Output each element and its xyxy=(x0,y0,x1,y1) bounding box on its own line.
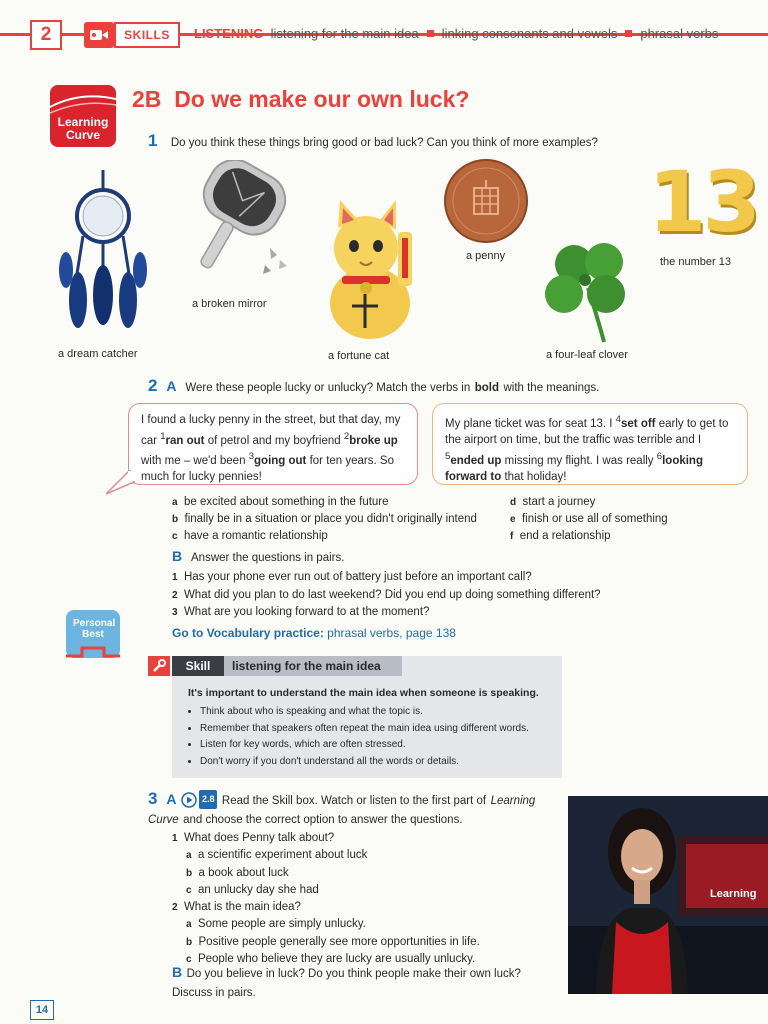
skill-tab: Skill xyxy=(172,656,224,676)
question-text: What is the main idea? xyxy=(183,901,301,914)
caption-penny: a penny xyxy=(466,250,506,262)
photo-screen-label: Learning xyxy=(710,888,757,900)
meaning-item xyxy=(172,511,477,528)
play-icon xyxy=(181,792,197,808)
option-item[interactable] xyxy=(172,865,480,882)
four-leaf-clover-image xyxy=(538,238,636,344)
instruction-bold: bold xyxy=(474,382,499,394)
meaning-letter: c xyxy=(172,531,178,542)
lesson-code: 2B xyxy=(132,86,162,112)
instruction-italic: Learning Curve xyxy=(148,795,536,826)
bubble-text: missing my flight. I was really xyxy=(504,454,654,467)
dream-catcher-image xyxy=(58,170,158,345)
question-text: Has your phone ever run out of battery just before an important call? xyxy=(183,571,532,583)
skill-intro: It's important to understand the main idea when someone is speaking. xyxy=(188,687,539,699)
topic-item: linking consonants and vowels xyxy=(441,26,618,41)
meaning-letter: b xyxy=(172,514,179,525)
caption-fortune-cat: a fortune cat xyxy=(328,350,390,362)
meaning-letter: e xyxy=(510,514,516,525)
question-item xyxy=(172,899,480,916)
speech-bubble-left xyxy=(128,403,418,485)
exercise-number: 3 xyxy=(148,789,158,808)
ref-number: 1 xyxy=(160,430,166,442)
part-letter: A xyxy=(166,791,177,807)
phrasal-verb: set off xyxy=(621,417,656,430)
option-item[interactable] xyxy=(172,934,480,951)
exercise-number: 2 xyxy=(148,376,158,395)
caption-broken-mirror: a broken mirror xyxy=(192,298,267,310)
ref-number: 3 xyxy=(248,450,255,462)
vocab-practice-link[interactable] xyxy=(172,626,456,640)
meaning-text: have a romantic relationship xyxy=(183,530,328,542)
bubble-text: I found a lucky penny in the street, but that day, my car xyxy=(141,414,401,447)
meaning-item xyxy=(172,494,477,511)
option-letter: b xyxy=(186,867,193,879)
option-text: a book about luck xyxy=(198,866,289,879)
lesson-title: Do we make our own luck? xyxy=(174,86,470,112)
phrasal-verb: going out xyxy=(254,454,307,467)
meaning-text: finally be in a situation or place you didn't originally intend xyxy=(184,513,477,525)
meaning-text: start a journey xyxy=(522,496,596,508)
fortune-cat-image xyxy=(322,198,422,343)
personal-best-badge xyxy=(66,610,120,658)
broken-mirror-image xyxy=(185,160,295,290)
option-text: People who believe they are lucky are usually unlucky. xyxy=(197,953,476,966)
option-text: Positive people generally see more opportunities in life. xyxy=(198,935,480,948)
meaning-letter: f xyxy=(510,531,514,542)
question-text: What are you looking forward to at the moment? xyxy=(183,606,430,618)
topic-item: listening for the main idea xyxy=(270,26,419,41)
phrasal-verb: ended up xyxy=(450,454,502,467)
exercise-2b-instruction xyxy=(172,548,344,566)
header-topics xyxy=(194,26,718,41)
meanings-right xyxy=(510,494,668,545)
instruction-text: Do you believe in luck? Do you think people make their own luck? Discuss in pairs. xyxy=(172,968,521,999)
link-text: phrasal verbs, page 138 xyxy=(327,626,456,640)
number-13-image: 13 xyxy=(648,153,757,251)
option-letter: a xyxy=(186,850,192,862)
penny-image xyxy=(443,158,529,244)
question-number: 2 xyxy=(172,902,178,914)
skill-bullet: • Don't worry if you don't understand all the words or details. xyxy=(200,754,529,771)
question-text: What did you plan to do last weekend? Did you end up doing something different? xyxy=(183,588,601,601)
instruction-text: Were these people lucky or unlucky? Match the verbs in xyxy=(185,382,471,394)
badge-label: Learning Curve xyxy=(57,115,109,142)
exercise-3a-instruction xyxy=(148,790,563,829)
ref-number: 2 xyxy=(343,430,350,442)
instruction-text: with the meanings. xyxy=(503,382,600,394)
meaning-item xyxy=(510,528,668,545)
learning-curve-badge xyxy=(50,85,116,147)
phrasal-verb: looking forward to xyxy=(445,454,703,484)
option-text: a scientific experiment about luck xyxy=(197,849,368,862)
bubble-text: of petrol and my boyfriend xyxy=(207,434,341,447)
option-item[interactable] xyxy=(172,882,480,899)
meaning-item xyxy=(510,494,668,511)
bubble-tail-icon xyxy=(106,470,136,496)
bubble-text: with me – we'd been xyxy=(141,454,246,467)
caption-dream-catcher: a dream catcher xyxy=(58,348,138,360)
ref-number: 4 xyxy=(615,414,621,425)
skills-label: SKILLS xyxy=(114,22,180,48)
skill-bullet: • Remember that speakers often repeat the main idea using different words. xyxy=(200,721,529,738)
skill-bullets xyxy=(200,704,529,770)
exercise-2a-instruction xyxy=(148,376,599,396)
speech-bubble-right xyxy=(432,403,748,485)
question-number: 1 xyxy=(172,833,178,844)
question-item xyxy=(172,604,601,622)
link-bold: Go to Vocabulary practice: xyxy=(172,626,324,640)
exercise-3b xyxy=(172,964,562,1002)
meaning-letter: a xyxy=(172,497,178,508)
option-letter: b xyxy=(186,936,193,948)
unit-number: 2 xyxy=(30,20,62,50)
part-letter: B xyxy=(172,548,183,564)
meaning-item xyxy=(510,511,668,528)
instruction-text: and choose the correct option to answer the questions. xyxy=(183,814,463,826)
exercise-number: 1 xyxy=(148,131,158,150)
page-number: 14 xyxy=(30,1000,54,1020)
meaning-text: end a relationship xyxy=(519,530,611,542)
bubble-text: My plane ticket was for seat 13. I xyxy=(445,417,613,430)
instruction-text: Read the Skill box. Watch or listen to the first part of xyxy=(221,795,487,807)
bullet-square-icon xyxy=(427,30,434,37)
skill-bullet: • Listen for key words, which are often stressed. xyxy=(200,737,529,754)
play-track-button[interactable] xyxy=(181,790,218,809)
ref-number: 6 xyxy=(656,450,663,462)
presenter-photo xyxy=(568,796,768,994)
bubble-text: that holiday! xyxy=(504,471,567,484)
question-item xyxy=(172,587,601,605)
badge-label: Personal Best xyxy=(73,618,116,640)
caption-four-leaf-clover: a four-leaf clover xyxy=(546,349,628,361)
option-letter: a xyxy=(186,919,192,931)
question-number: 1 xyxy=(172,572,178,583)
bullet-square-icon xyxy=(625,30,632,37)
skill-bullet: • Think about who is speaking and what the topic is. xyxy=(200,704,529,721)
skill-heading: listening for the main idea xyxy=(224,656,402,676)
option-text: Some people are simply unlucky. xyxy=(197,918,366,931)
option-item[interactable] xyxy=(172,916,480,933)
track-number: 2.8 xyxy=(199,790,218,809)
topic-item: phrasal verbs xyxy=(640,26,719,41)
meaning-letter: d xyxy=(510,497,517,508)
option-letter: c xyxy=(186,884,192,896)
bubble-text: for ten years. So much for lucky pennies! xyxy=(141,454,394,484)
listening-label: LISTENING xyxy=(194,26,264,41)
meaning-text: be excited about something in the future xyxy=(183,496,389,508)
instruction-text: Answer the questions in pairs. xyxy=(191,552,345,564)
question-number: 3 xyxy=(172,607,178,618)
question-text: What does Penny talk about? xyxy=(183,832,335,844)
instruction-text: Do you think these things bring good or bad luck? Can you think of more examples? xyxy=(170,137,598,149)
page-title xyxy=(132,86,469,113)
questions-2b xyxy=(172,569,601,622)
question-item xyxy=(172,830,480,847)
part-letter: B xyxy=(172,964,183,980)
question-number: 2 xyxy=(172,589,178,601)
bubble-text: early to get to the airport on time, but the traffic was terrible and I xyxy=(445,417,729,447)
caption-number-13: the number 13 xyxy=(660,256,731,268)
meaning-item xyxy=(172,528,477,545)
meanings-left xyxy=(172,494,477,545)
option-text: an unlucky day she had xyxy=(197,883,319,896)
exercise-1-instruction xyxy=(148,131,598,151)
video-camera-icon xyxy=(84,22,114,48)
question-item xyxy=(172,569,601,587)
exercise-3-questions xyxy=(172,830,480,968)
phrasal-verb: ran out xyxy=(165,434,205,447)
meaning-text: finish or use all of something xyxy=(521,513,668,525)
option-letter: c xyxy=(186,954,192,966)
option-item[interactable] xyxy=(172,847,480,864)
wrench-icon xyxy=(148,656,170,676)
part-letter: A xyxy=(166,378,177,394)
phrasal-verb: broke up xyxy=(349,434,398,447)
ref-number: 5 xyxy=(445,450,451,462)
